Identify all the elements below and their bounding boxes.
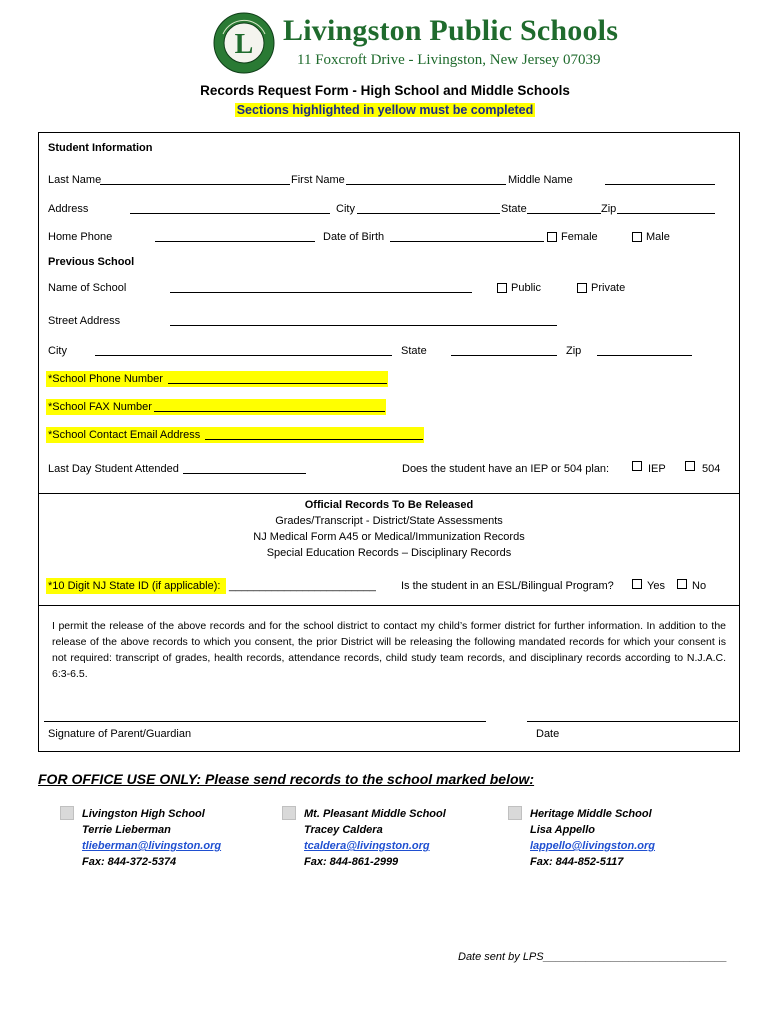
school-fax-1: Fax: 844-372-5374 [82, 856, 177, 868]
date-sent [458, 951, 727, 963]
school-contact-3: Lisa Appello [530, 824, 595, 836]
records-line-1: Grades/Transcript - District/State Assessments [275, 515, 503, 527]
street-address-label: Street Address [48, 315, 121, 327]
school-name-field[interactable] [170, 292, 472, 293]
first-name-field[interactable] [346, 184, 506, 185]
school-checkbox-livingston-high[interactable] [60, 806, 74, 820]
street-address-field[interactable] [170, 325, 557, 326]
school-email-1[interactable]: tlieberman@livingston.org [82, 840, 222, 852]
esl-no-checkbox[interactable] [677, 579, 687, 589]
school-phone-field[interactable] [168, 383, 387, 384]
office-heading: FOR OFFICE USE ONLY: Please send records to the school marked below: [38, 771, 535, 787]
school-name-2: Mt. Pleasant Middle School [304, 808, 446, 820]
address-label: Address [48, 203, 89, 215]
city-label: City [336, 203, 355, 215]
iep-question: Does the student have an IEP or 504 plan: [402, 463, 610, 475]
zip-field[interactable] [617, 213, 715, 214]
school-name-1: Livingston High School [82, 808, 205, 820]
school-name: Livingston Public Schools [283, 14, 619, 47]
male-checkbox[interactable] [632, 232, 642, 242]
school-name-label: Name of School [48, 282, 127, 294]
prev-zip-label: Zip [566, 345, 582, 357]
school-checkbox-mt-pleasant[interactable] [282, 806, 296, 820]
private-checkbox[interactable] [577, 283, 587, 293]
signature-label: Signature of Parent/Guardian [48, 728, 192, 740]
records-line-2: NJ Medical Form A45 or Medical/Immunization Records [253, 531, 525, 543]
504-checkbox[interactable] [685, 461, 695, 471]
date-field[interactable] [527, 721, 738, 722]
school-address: 11 Foxcroft Drive - Livingston, New Jersey 07039 [297, 52, 601, 68]
prev-city-label: City [48, 345, 67, 357]
signature-field[interactable] [44, 721, 486, 722]
school-email-field[interactable] [205, 439, 423, 440]
last-name-field[interactable] [100, 184, 290, 185]
svg-text:L: L [234, 29, 254, 60]
records-line-3: Special Education Records – Disciplinary Records [266, 547, 512, 559]
middle-name-label: Middle Name [508, 174, 573, 186]
school-email-label: *School Contact Email Address [48, 429, 201, 441]
form-title: Records Request Form - High School and Middle Schools [200, 83, 570, 98]
records-title: Official Records To Be Released [304, 499, 474, 511]
date-sent-field[interactable]: ______________________________ [543, 951, 728, 963]
prev-zip-field[interactable] [597, 355, 692, 356]
female-checkbox[interactable] [547, 232, 557, 242]
iep-checkbox[interactable] [632, 461, 642, 471]
private-label: Private [591, 282, 626, 294]
date-sent-label: Date sent by LPS [458, 951, 544, 963]
school-fax-field[interactable] [154, 411, 385, 412]
school-email-3[interactable]: lappello@livingston.org [530, 840, 656, 852]
school-logo [213, 12, 275, 74]
prev-state-label: State [401, 345, 427, 357]
first-name-label: First Name [291, 174, 345, 186]
dob-label: Date of Birth [323, 231, 385, 243]
esl-yes-checkbox[interactable] [632, 579, 642, 589]
school-name-3: Heritage Middle School [530, 808, 652, 820]
esl-question: Is the student in an ESL/Bilingual Program? [401, 580, 614, 592]
previous-section-title: Previous School [48, 256, 135, 268]
prev-state-field[interactable] [451, 355, 557, 356]
city-field[interactable] [357, 213, 500, 214]
divider [38, 605, 740, 606]
last-name-label: Last Name [48, 174, 102, 186]
school-fax-label: *School FAX Number [48, 401, 152, 413]
last-day-label: Last Day Student Attended [48, 463, 179, 475]
school-fax-2: Fax: 844-861-2999 [304, 856, 399, 868]
school-contact-1: Terrie Lieberman [82, 824, 171, 836]
consent-text: I permit the release of the above records and for the school district to contact my child’s former district for further information. In addition to the release of the above records to which you consent, the prior District will be releasing the following mandated records for which your consent is not required: transcript of grades, health records, attendance records, child study team records, and disciplinary records according to N.J.A.C. 6:3-6.5. [52, 620, 726, 680]
zip-label: Zip [601, 203, 617, 215]
school-contact-2: Tracey Caldera [304, 824, 383, 836]
home-phone-label: Home Phone [48, 231, 113, 243]
state-id-field[interactable]: ________________________ [229, 580, 376, 592]
male-label: Male [646, 231, 670, 243]
school-phone-label: *School Phone Number [48, 373, 163, 385]
female-label: Female [561, 231, 598, 243]
dob-field[interactable] [390, 241, 544, 242]
form-subtitle: Sections highlighted in yellow must be completed [236, 103, 534, 117]
address-field[interactable] [130, 213, 330, 214]
504-label: 504 [702, 463, 721, 475]
iep-label: IEP [648, 463, 666, 475]
school-checkbox-heritage[interactable] [508, 806, 522, 820]
school-fax-3: Fax: 844-852-5117 [530, 856, 624, 868]
middle-name-field[interactable] [605, 184, 715, 185]
public-label: Public [511, 282, 541, 294]
date-label: Date [536, 728, 560, 740]
public-checkbox[interactable] [497, 283, 507, 293]
prev-city-field[interactable] [95, 355, 392, 356]
esl-no-label: No [692, 580, 707, 592]
last-day-field[interactable] [183, 473, 306, 474]
state-id-label: *10 Digit NJ State ID (if applicable): [48, 580, 221, 592]
state-label: State [501, 203, 527, 215]
school-email-2[interactable]: tcaldera@livingston.org [304, 840, 430, 852]
home-phone-field[interactable] [155, 241, 315, 242]
student-section-title: Student Information [48, 142, 153, 154]
state-field[interactable] [527, 213, 601, 214]
esl-yes-label: Yes [647, 580, 665, 592]
divider [38, 493, 740, 494]
